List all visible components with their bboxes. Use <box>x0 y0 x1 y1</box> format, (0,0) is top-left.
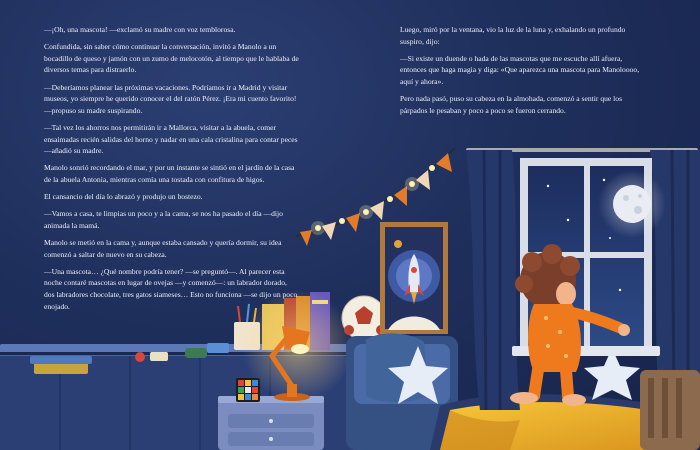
paragraph: El cansancio del día lo abrazó y produjo un bostezo. <box>44 192 203 202</box>
paragraph: Pero nada pasó, puso su cabeza en la almohada, comenzó a sentir que los párpados le pesaban y poco a poco se fueron cerrando. <box>400 94 623 115</box>
full-moon-icon <box>613 185 651 223</box>
paragraph: —Tal vez los ahorros nos permitirán ir a Mallorca, visitar a la abuela, comer ensaimadas recién salidas del horno y nadar en una cala cristalina para contar peces —añadió su madre. <box>44 122 298 156</box>
paragraph: Confundida, sin saber cómo continuar la conversación, invitó a Manolo a un bocadillo de queso y jamón con un zumo de melocotón, al tiempo que le hablaba de diversos temas para distraerlo. <box>44 42 299 75</box>
paragraph: —Deberíamos planear las próximas vacaciones. Podríamos ir a Madrid y visitar museos, yo siempre he querido conocer el del ratón Pérez. ¡Era mi cuento favorito! —propuso su madre suspirando. <box>44 82 297 115</box>
right-text-column <box>400 24 650 122</box>
nightstand <box>218 396 324 450</box>
paragraph: —¡Oh, una mascota! —exclamó su madre con voz temblorosa. <box>44 25 236 34</box>
paragraph: —Vamos a casa, te limpias un poco y a la cama, se nos ha pasado el día —dijo animada la mamá. <box>44 209 283 230</box>
chair <box>640 370 700 450</box>
left-text-column <box>44 24 299 318</box>
paragraph: —Una mascota… ¿Qué nombre podría tener? —se preguntó—. Al parecer esta noche contaré mascotas en lugar de ovejas —y comenzó—: un labrador dorado, dos labradores chocolate, tres gatos siameses… Esto no funciona —se dijo un poco enojado. <box>44 266 298 311</box>
paragraph: —Si existe un duende o hada de las mascotas que me escuche allí afuera, entonces que haga magia y diga: «Que aparezca una mascota para Manoloooo, aquí y ahora». <box>400 53 640 86</box>
paragraph: Luego, miró por la ventana, vio la luz de la luna y, exhalando un profundo suspiro, dijo: <box>400 25 626 46</box>
rocket-poster <box>380 222 448 334</box>
paragraph: Manolo sonrió recordando el mar, y por un instante se sintió en el jardín de la casa de la abuela Antonia, mientras comía una tostada con confitura de higos. <box>44 163 295 184</box>
paragraph: Manolo se metió en la cama y, aunque estaba cansado y quería dormir, su idea comenzó a saltar de nuevo en su cabeza. <box>44 238 282 259</box>
